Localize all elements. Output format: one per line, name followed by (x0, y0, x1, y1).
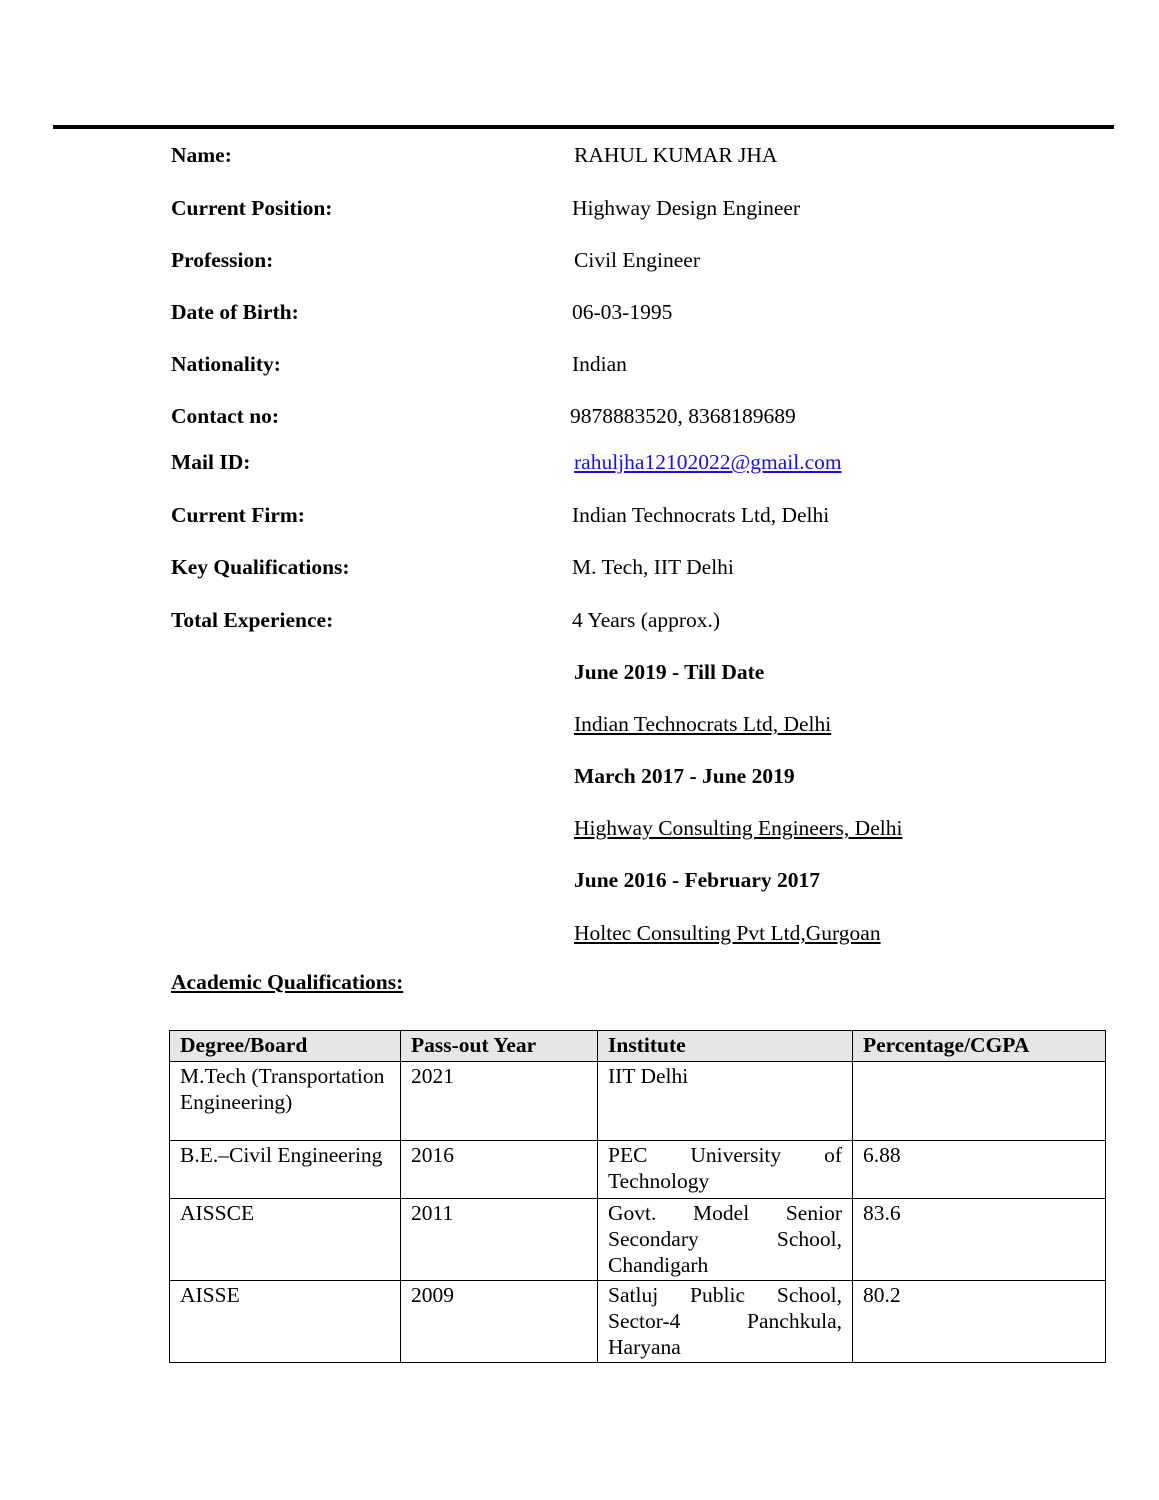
academic-heading: Academic Qualifications: (171, 970, 404, 994)
position-label: Current Position: (171, 196, 333, 220)
mail-label: Mail ID: (171, 450, 251, 474)
score-cell: 80.2 (853, 1281, 1106, 1363)
name-value: RAHUL KUMAR JHA (574, 143, 778, 167)
qualifications-label: Key Qualifications: (171, 555, 350, 579)
dob-value: 06-03-1995 (572, 300, 673, 324)
email-link[interactable]: rahuljha12102022@gmail.com (574, 450, 842, 474)
table-row (170, 1281, 1106, 1363)
experience-period: June 2016 - February 2017 (574, 868, 821, 892)
column-header: Degree/Board (170, 1031, 401, 1062)
degree-cell: M.Tech (Transportation Engineering) (170, 1062, 401, 1141)
score-cell: 83.6 (853, 1199, 1106, 1281)
nationality-value: Indian (572, 352, 627, 376)
experience-company: Highway Consulting Engineers, Delhi (574, 816, 903, 840)
institute-cell: Satluj Public School, Sector-4 Panchkula, Haryana (598, 1281, 853, 1363)
academic-table (169, 1030, 1106, 1363)
firm-label: Current Firm: (171, 503, 305, 527)
profession-label: Profession: (171, 248, 274, 272)
experience-period: March 2017 - June 2019 (574, 764, 795, 788)
table-header-row (170, 1031, 1106, 1062)
experience-period: June 2019 - Till Date (574, 660, 765, 684)
degree-cell: AISSCE (170, 1199, 401, 1281)
table-row (170, 1141, 1106, 1199)
institute-cell: Govt. Model Senior Secondary School, Chandigarh (598, 1199, 853, 1281)
experience-company: Indian Technocrats Ltd, Delhi (574, 712, 832, 736)
column-header: Institute (598, 1031, 853, 1062)
contact-label: Contact no: (171, 404, 280, 428)
position-value: Highway Design Engineer (572, 196, 801, 220)
year-cell: 2011 (401, 1199, 598, 1281)
name-label: Name: (171, 143, 232, 167)
year-cell: 2021 (401, 1062, 598, 1141)
score-cell (853, 1062, 1106, 1141)
column-header: Percentage/CGPA (853, 1031, 1106, 1062)
nationality-label: Nationality: (171, 352, 281, 376)
experience-label: Total Experience: (171, 608, 334, 632)
year-cell: 2016 (401, 1141, 598, 1199)
degree-cell: AISSE (170, 1281, 401, 1363)
experience-company: Holtec Consulting Pvt Ltd,Gurgoan (574, 921, 881, 945)
table-row (170, 1062, 1106, 1141)
experience-value: 4 Years (approx.) (572, 608, 721, 632)
profession-value: Civil Engineer (574, 248, 700, 272)
table-row (170, 1199, 1106, 1281)
column-header: Pass-out Year (401, 1031, 598, 1062)
degree-cell: B.E.–Civil Engineering (170, 1141, 401, 1199)
year-cell: 2009 (401, 1281, 598, 1363)
header-rule (53, 125, 1114, 129)
contact-value: 9878883520, 8368189689 (570, 404, 796, 428)
institute-cell: IIT Delhi (598, 1062, 853, 1141)
score-cell: 6.88 (853, 1141, 1106, 1199)
firm-value: Indian Technocrats Ltd, Delhi (572, 503, 830, 527)
dob-label: Date of Birth: (171, 300, 299, 324)
institute-cell: PEC University of Technology (598, 1141, 853, 1199)
qualifications-value: M. Tech, IIT Delhi (572, 555, 734, 579)
